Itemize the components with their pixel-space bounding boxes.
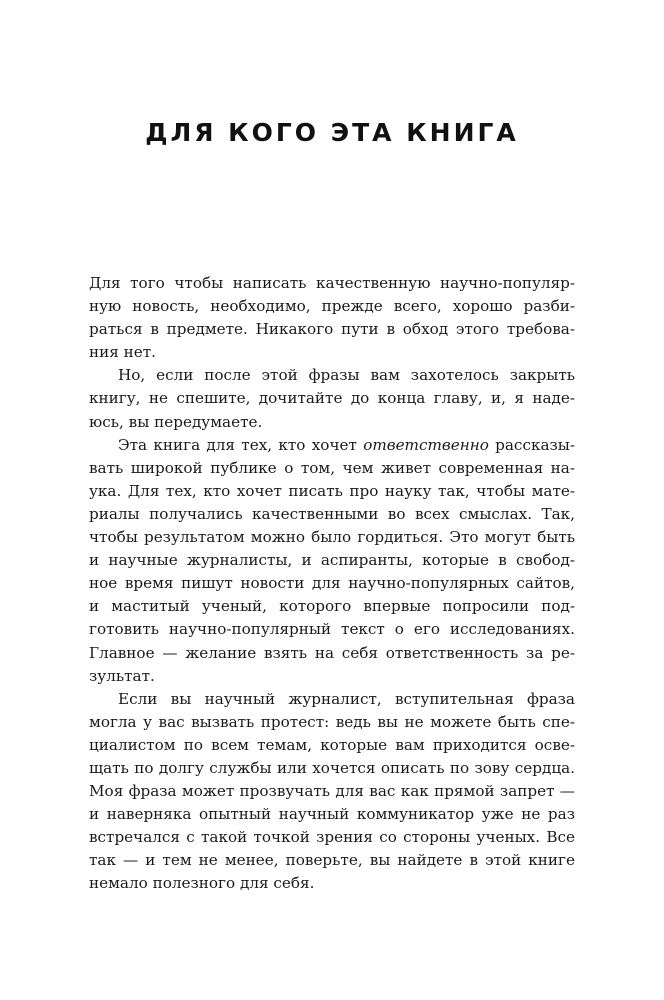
text-line: вать широкой публике о том, чем живет современная на- — [89, 458, 575, 477]
text-line: и наверняка опытный научный коммуникатор уже не раз — [89, 805, 575, 824]
text-fragment: Эта книга для тех, кто хочет — [118, 435, 364, 454]
italic-emphasis: ответственно — [363, 435, 489, 454]
text-line: юсь, вы передумаете. — [89, 412, 263, 431]
text-line: книгу, не спешите, дочитайте до конца главу, и, я наде- — [89, 389, 575, 408]
text-line: ния нет. — [89, 343, 156, 362]
text-line: готовить научно-популярный текст о его исследованиях. — [89, 620, 575, 639]
text-line: Моя фраза может прозвучать для вас как прямой запрет — — [89, 782, 575, 801]
text-line: немало полезного для себя. — [89, 874, 315, 893]
text-line: раться в предмете. Никакого пути в обход этого требова- — [89, 320, 575, 339]
text-line: Главное — желание взять на себя ответственность за ре- — [89, 643, 575, 662]
text-line — [89, 434, 575, 457]
text-line: могла у вас вызвать протест: ведь вы не можете быть спе- — [89, 712, 575, 731]
body-text — [89, 272, 575, 896]
text-line: и маститый ученый, которого впервые попросили под- — [89, 597, 575, 616]
text-fragment: рассказы- — [488, 435, 575, 454]
text-line: Если вы научный журналист, вступительная фраза — [118, 689, 575, 708]
chapter-title: ДЛЯ КОГО ЭТА КНИГА — [145, 118, 519, 147]
text-line: Но, если после этой фразы вам захотелось закрыть — [118, 366, 575, 385]
paragraph-1 — [89, 272, 575, 364]
text-line: циалистом по всем темам, которые вам приходится осве- — [89, 735, 575, 754]
text-line: встречался с такой точкой зрения со стороны ученых. Все — [89, 828, 575, 847]
text-line: так — и тем не менее, поверьте, вы найдете в этой книге — [89, 851, 575, 870]
paragraph-3 — [89, 434, 575, 688]
text-line: риалы получались качественными во всех смыслах. Так, — [89, 504, 575, 523]
text-line: и научные журналисты, и аспиранты, которые в свобод- — [89, 551, 575, 570]
text-line: ука. Для тех, кто хочет писать про науку так, чтобы мате- — [89, 481, 575, 500]
text-line: чтобы результатом можно было гордиться. Это могут быть — [89, 528, 575, 547]
paragraph-4 — [89, 688, 575, 896]
text-line: зультат. — [89, 666, 155, 685]
text-line: Для того чтобы написать качественную научно-популяр- — [89, 274, 575, 292]
text-line: щать по долгу службы или хочется описать по зову сердца. — [89, 758, 575, 777]
paragraph-2 — [89, 364, 575, 433]
text-line: ное время пишут новости для научно-популярных сайтов, — [89, 574, 575, 593]
text-line: ную новость, необходимо, прежде всего, хорошо разби- — [89, 297, 575, 316]
